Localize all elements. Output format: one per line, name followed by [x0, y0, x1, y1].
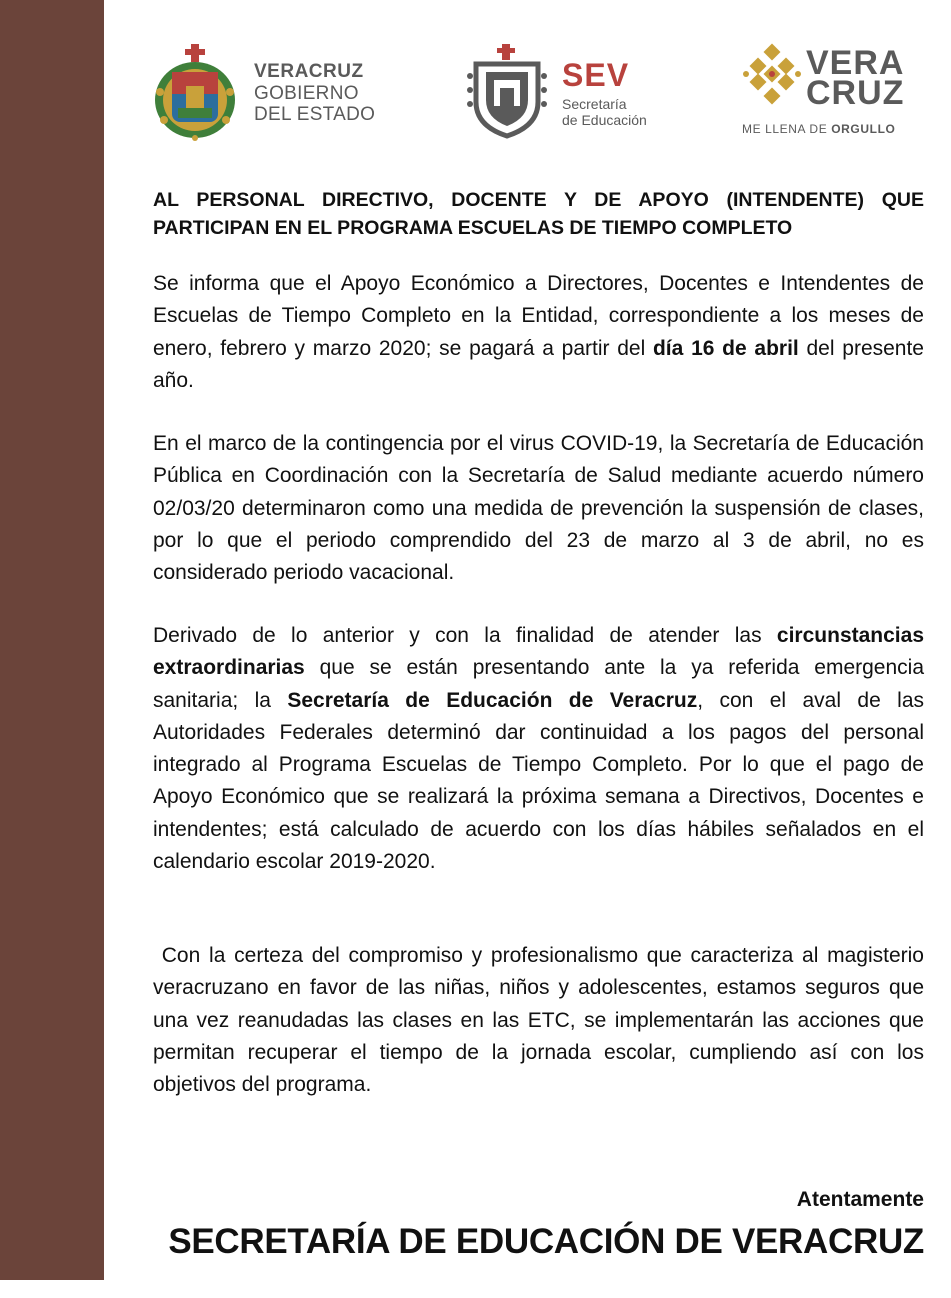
gobierno-line3: DEL ESTADO — [254, 104, 376, 125]
p3-part3: , con el aval de las Autoridades Federales determinó dar continuidad a los pagos del personal integrado al Programa Escuelas de Tiempo Completo. Por lo que el pago de Apoyo Económico que se realizará la próxima semana a Directivos, Docentes e intendentes; está calculado de acuerdo con los días hábiles señalados en el calendario escolar 2019-2020. — [153, 688, 924, 874]
veracruz-line1: VERA — [806, 44, 905, 82]
sev-line3: de Educación — [562, 112, 647, 128]
sev-line2: Secretaría — [562, 96, 627, 112]
p1-text-before: Se informa que el Apoyo Económico a Directores, Docentes e Intendentes de Escuelas de Tiempo Completo en la Entidad, correspondiente a los meses de enero, febrero y marzo 2020; se pagará a partir del — [153, 272, 924, 360]
signature-institution: SECRETARÍA DE EDUCACIÓN DE VERACRUZ — [168, 1222, 924, 1261]
logo-veracruz-marca — [742, 42, 922, 142]
gobierno-line2: GOBIERNO — [254, 83, 359, 104]
logo-gobierno-veracruz — [150, 42, 390, 142]
pattern-emblem-icon — [742, 42, 802, 106]
header-logos — [150, 42, 920, 142]
p1-text-after: del presente año. — [153, 336, 924, 392]
logo-sev — [462, 42, 682, 142]
p3-part2: que se están presentando ante la ya referida emergencia sanitaria; la — [153, 656, 924, 712]
gobierno-line1: VERACRUZ — [254, 61, 364, 82]
paragraph-payment-date — [153, 268, 924, 397]
p3-part1: Derivado de lo anterior y con la finalidad de atender las — [153, 624, 777, 647]
closing-salutation: Atentamente — [796, 1188, 924, 1211]
p3-bold2: Secretaría de Educación de Veracruz — [287, 688, 698, 712]
tagline-bold: ORGULLO — [831, 122, 896, 136]
paragraph-commitment: Con la certeza del compromiso y profesionalismo que caracteriza al magisterio veracruzano en favor de las niñas, niños y adolescentes, estamos seguros que una vez reanudadas las clases en las ETC, se implementarán las acciones que permitan recuperar el tiempo de la jornada escolar, cumpliendo así con los objetivos del programa. — [153, 944, 930, 1097]
paragraph-continuity — [153, 620, 924, 878]
document-heading: AL PERSONAL DIRECTIVO, DOCENTE Y DE APOYO (INTENDENTE) QUE PARTICIPAN EN EL PROGRAMA ESCUELAS DE TIEMPO COMPLETO — [153, 189, 924, 239]
sidebar-band — [0, 0, 104, 1280]
sev-line1: SEV — [562, 57, 630, 93]
p1-bold-date: día 16 de abril — [652, 336, 799, 360]
shield-castle-icon — [462, 42, 552, 142]
veracruz-tagline — [742, 122, 895, 136]
veracruz-line2: CRUZ — [806, 74, 905, 112]
coat-of-arms-icon — [150, 42, 240, 142]
p3-bold1: circunstancias extraordinarias — [153, 624, 924, 680]
tagline-prefix: ME LLENA DE — [742, 122, 832, 136]
document-body — [153, 186, 930, 1097]
paragraph-covid-context: En el marco de la contingencia por el virus COVID-19, la Secretaría de Educación Pública en Coordinación con la Secretaría de Salud mediante acuerdo número 02/03/20 determinaron como una medida de prevención la suspensión de clases, por lo que el periodo comprendido del 23 de marzo al 3 de abril, no es considerado periodo vacacional. — [153, 432, 924, 585]
